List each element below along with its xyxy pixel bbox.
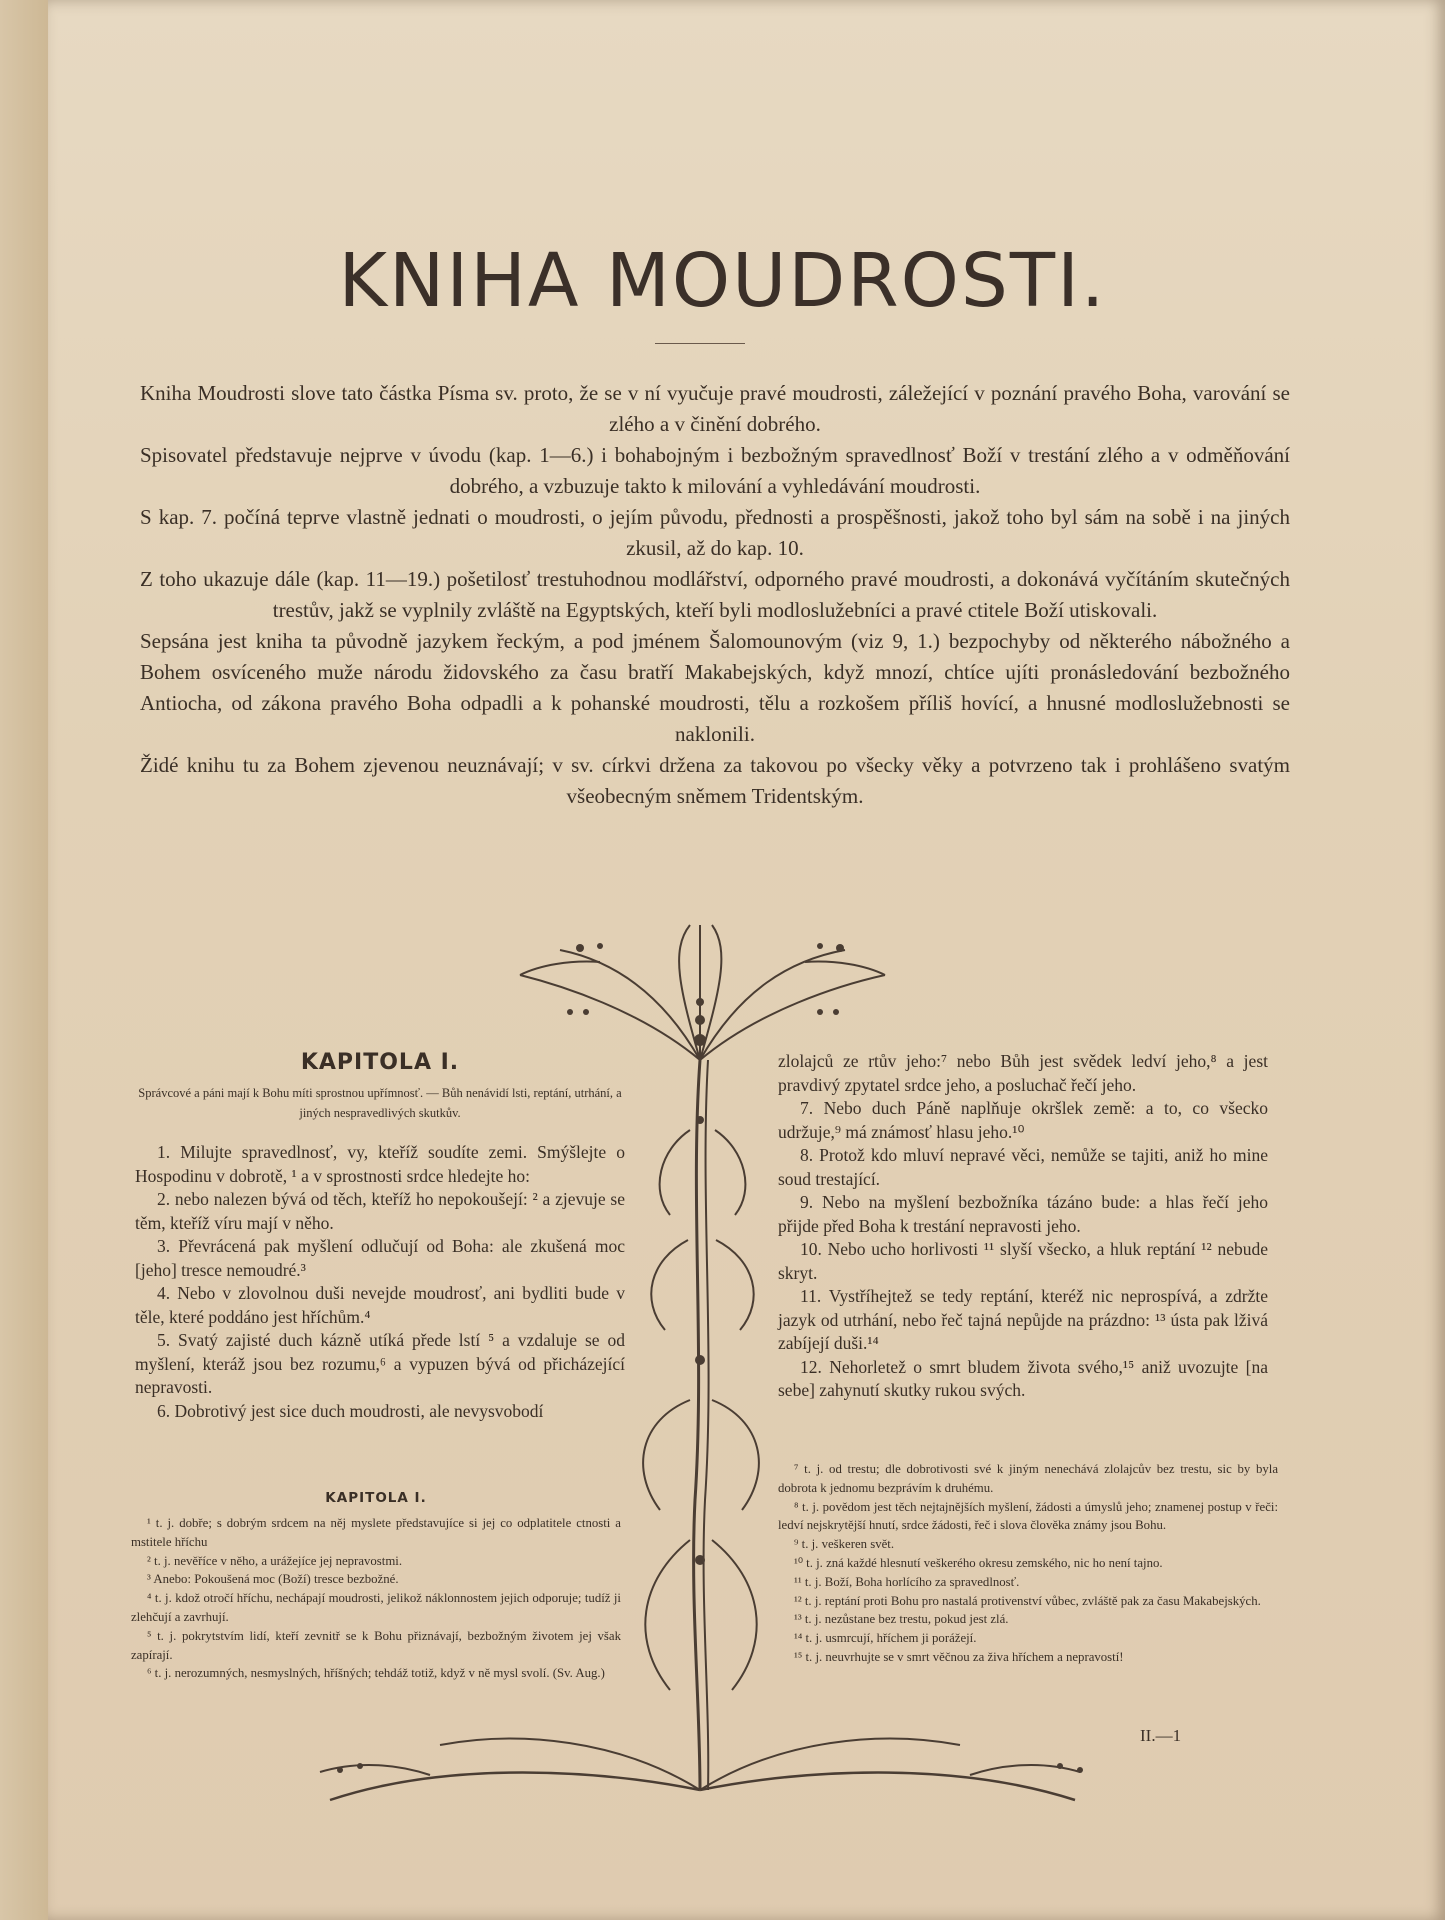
verse: 11. Vystříhejtež se tedy reptání, kteréž nic neprospívá, a zdržte jazyk od utrhání, nebo řeč tajná nepůjde na prázdno: ¹³ ústa pak lživá zabíjejí duši.¹⁴ <box>778 1286 1268 1353</box>
intro-paragraph: Spisovatel představuje nejprve v úvodu (kap. 1—6.) i bohabojným i bezbožným spravedlnosť Boží v trestání zlého a v odměňování dobrého, a vzbuzuje takto k milování a vyhledávání moudrosti. <box>140 443 1290 498</box>
page-number: II.—1 <box>1140 1726 1182 1745</box>
chapter-left-column <box>135 1050 625 1423</box>
page-title: KNIHA MOUDROSTI. <box>338 238 1107 324</box>
footnotes-left <box>131 1490 621 1683</box>
footnote: ¹⁴ t. j. usmrcují, hříchem ji porážejí. <box>794 1631 977 1646</box>
intro-paragraph: Z toho ukazuje dále (kap. 11—19.) pošetilosť trestuhodnou modlářství, odporného pravé moudrosti, a dokonává vyčítáním skutečných trestův, jakž se vyplnily zvláště na Egyptských, kteří byli modloslužebníci a pravé ctitele Boží utiskovali. <box>140 567 1290 622</box>
verse: 10. Nebo ucho horlivosti ¹¹ slyší všecko, a hluk reptání ¹² nebude skryt. <box>778 1239 1268 1283</box>
intro-paragraph: S kap. 7. počíná teprve vlastně jednati o moudrosti, o jejím původu, přednosti a prospěšnosti, jakož toho byl sám na sobě i na jiných zkusil, až do kap. 10. <box>140 505 1290 560</box>
verse: 9. Nebo na myšlení bezbožníka tázáno bude: a hlas řečí jeho přijde před Boha k trestání nepravosti jeho. <box>778 1192 1268 1236</box>
footnote: ⁴ t. j. kdož otročí hříchu, nechápají moudrosti, jelikož náklonnostem jejich odporuje; tudíž ji zlehčují a zavrhují. <box>131 1591 621 1624</box>
verse: 5. Svatý zajisté duch kázně utíká přede lstí ⁵ a vzdaluje se od myšlení, kteráž jsou bez rozumu,⁶ a vypuzen bývá od přicházející nepravosti. <box>135 1330 625 1397</box>
verse: 7. Nebo duch Páně naplňuje okršlek země: a to, co všecko udržuje,⁹ má známosť hlasu jeho.¹⁰ <box>778 1098 1268 1142</box>
footnote: ¹² t. j. reptání proti Bohu pro nastalá protivenství vůbec, zvláště pak za času Makabejských. <box>794 1593 1261 1608</box>
footnote: ³ Anebo: Pokoušená moc (Boží) tresce bezbožné. <box>147 1572 399 1587</box>
footnote: ¹⁵ t. j. neuvrhujte se v smrt věčnou za živa hříchem a nepravostí! <box>794 1649 1124 1664</box>
footnote: ⁷ t. j. od trestu; dle dobrotivosti své k jiným nenechává zlolajcův bez trestu, sic by byla dobrota k jednomu bezprávím k druhému. <box>778 1462 1278 1495</box>
chapter-title: KAPITOLA I. <box>300 1050 460 1075</box>
verse: 12. Nehorletež o smrt bludem života svého,¹⁵ aniž uvozujte [na sebe] zahynutí skutky rukou svých. <box>778 1356 1268 1400</box>
verse: 1. Milujte spravedlnosť, vy, kteříž soudíte zemi. Smýšlejte o Hospodinu v dobrotě, ¹ a v sprostnosti srdce hledejte ho: <box>135 1142 625 1186</box>
intro-paragraph: Sepsána jest kniha ta původně jazykem řeckým, a pod jménem Šalomounovým (viz 9, 1.) bezpochyby od některého nábožného a Bohem osvíceného muže národu židovského za času bratří Makabejských, když mnozí, chtíce ujíti pronásledování bezbožného Antiocha, od zákona pravého Boha odpadli a k pohanské moudrosti, tělu a rozkošem příliš hovící, a hnusné modloslužebnosti se naklonili. <box>140 629 1290 746</box>
footnote: ¹¹ t. j. Boží, Boha horlícího za spravedlnosť. <box>794 1574 1020 1589</box>
footnote: ⁹ t. j. veškeren svět. <box>794 1537 895 1552</box>
footnote: ² t. j. nevěříce v něho, a urážejíce jej nepravostmi. <box>147 1553 403 1568</box>
footnote: ¹³ t. j. nezůstane bez trestu, pokud jest zlá. <box>794 1612 1009 1627</box>
verse: 2. nebo nalezen bývá od těch, kteříž ho nepokoušejí: ² a zjevuje se těm, kteříž víru mají v něho. <box>135 1189 625 1233</box>
footnote: ⁵ t. j. pokrytstvím lidí, kteří zevnitř se k Bohu přiznávají, bezbožným životem jej však zapírají. <box>131 1628 621 1662</box>
footnote: ¹⁰ t. j. zná každé hlesnutí veškerého okresu zemského, nic ho není tajno. <box>794 1555 1163 1570</box>
verse: 4. Nebo v zlovolnou duši nevejde moudrosť, ani bydliti bude v těle, které poddáno jest hříchům.⁴ <box>135 1283 625 1327</box>
verse: 3. Převrácená pak myšlení odlučují od Boha: ale zkušená moc [jeho] tresce nemoudré.³ <box>135 1236 625 1280</box>
footnote: ⁶ t. j. nerozumných, nesmyslných, hříšných; tehdáž totiž, když v ně mysl svolí. (Sv. Aug.) <box>147 1666 605 1681</box>
chapter-summary: Správcové a páni mají k Bohu míti sprostnou upřímnosť. — Bůh nenávidí lsti, reptání, utrhání, a jiných nespravedlivých skutkův. <box>138 1086 622 1120</box>
chapter-right-column <box>778 1050 1268 1403</box>
verse-continuation: zlolajců ze rtův jeho:⁷ nebo Bůh jest svědek ledví jeho,⁸ a jest pravdivý zpytatel srdce jeho, a posluchač řečí jeho. <box>778 1051 1268 1095</box>
intro-paragraph: Kniha Moudrosti slove tato částka Písma sv. proto, že se v ní vyučuje pravé moudrosti, záležející v poznání pravého Boha, varování se zlého a v činění dobrého. <box>140 381 1290 436</box>
intro-paragraph: Židé knihu tu za Bohem zjevenou neuznávají; v sv. církvi držena za takovou po všecky věky a potvrzeno tak i prohlášeno svatým všeobecným sněmem Tridentským. <box>140 753 1290 808</box>
footnote: ¹ t. j. dobře; s dobrým srdcem na něj myslete představujíce si jej co odplatitele ctnosti a mstitele hříchu <box>131 1516 621 1549</box>
footnotes-right <box>778 1460 1278 1667</box>
footnote: ⁸ t. j. povědom jest těch nejtajnějších myšlení, žádosti a úmyslů jeho; znamenej postup v řeči: ledví nejskrytější hnutí, srdce žádosti, řeč i slova člověka známy jsou Bohu. <box>778 1499 1278 1533</box>
verse: 8. Protož kdo mluví nepravé věci, nemůže se tajiti, aniž ho mine soud trestající. <box>778 1145 1268 1189</box>
footnotes-title: KAPITOLA I. <box>325 1490 427 1506</box>
verse: 6. Dobrotivý jest sice duch moudrosti, ale nevysvobodí <box>157 1400 544 1421</box>
